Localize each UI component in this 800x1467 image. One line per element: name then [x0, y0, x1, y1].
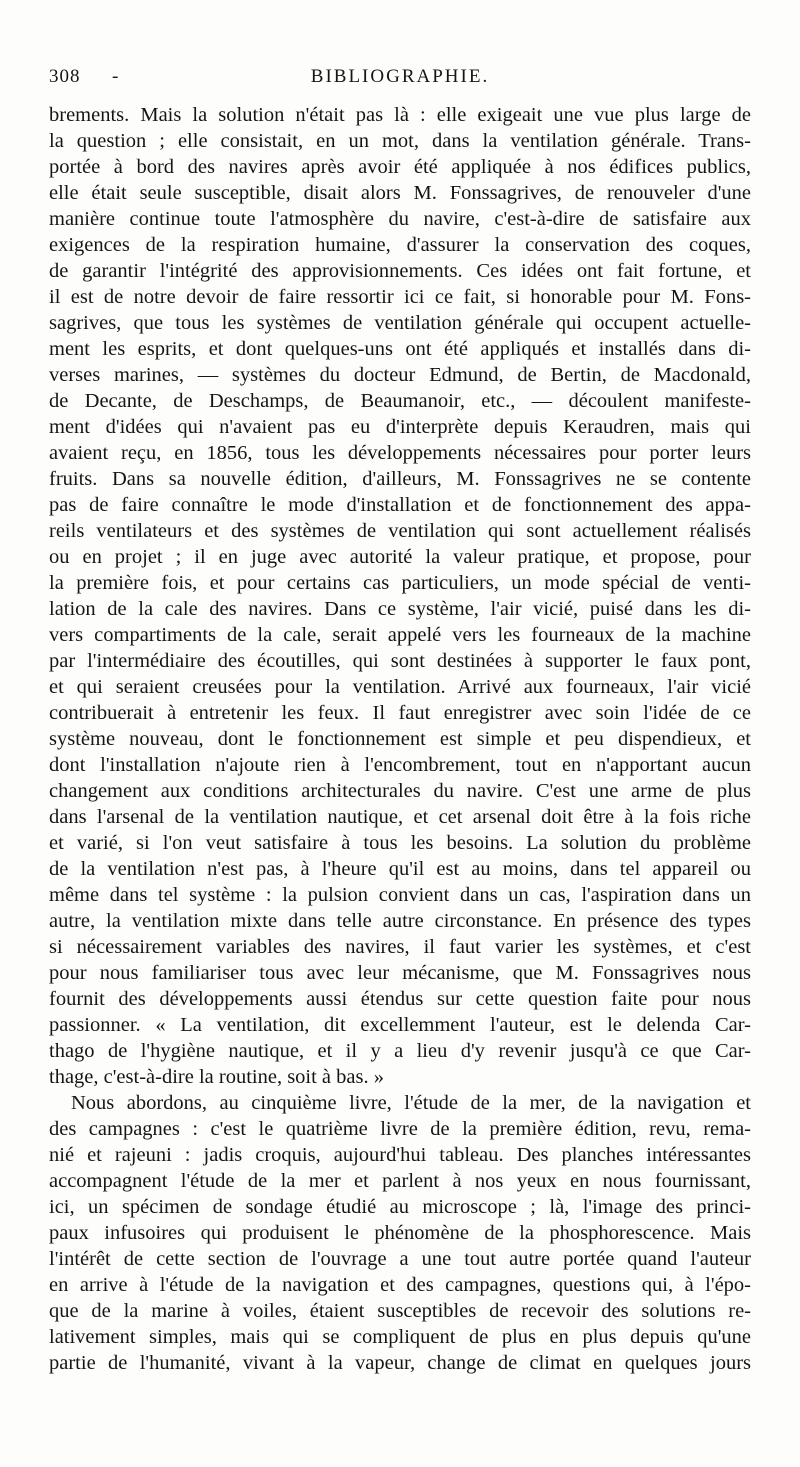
- text-line: exigences de la respiration humaine, d'assurer la conservation des coques,: [49, 234, 751, 256]
- text-line: même dans tel système : la pulsion convient dans un cas, l'aspiration dans un: [49, 884, 751, 906]
- page-number: 308: [49, 66, 81, 87]
- paragraph-ventilation: [49, 102, 751, 1090]
- text-line: lation de la cale des navires. Dans ce système, l'air vicié, puisé dans les di-: [49, 598, 751, 620]
- text-line: thage, c'est-à-dire la routine, soit à bas. »: [49, 1066, 384, 1088]
- text-line: partie de l'humanité, vivant à la vapeur, change de climat en quelques jours: [49, 1352, 751, 1374]
- text-line: passionner. « La ventilation, dit excellemment l'auteur, est le delenda Car-: [49, 1014, 751, 1036]
- text-line: par l'intermédiaire des écoutilles, qui sont destinées à supporter le faux pont,: [49, 650, 751, 672]
- text-line: brements. Mais la solution n'était pas là : elle exigeait une vue plus large de: [49, 104, 751, 126]
- text-line: de garantir l'intégrité des approvisionnements. Ces idées ont fait fortune, et: [49, 260, 751, 282]
- text-line: il est de notre devoir de faire ressortir ici ce fait, si honorable pour M. Fons-: [49, 286, 751, 308]
- text-line: l'intérêt de cette section de l'ouvrage a une tout autre portée quand l'auteur: [49, 1248, 751, 1270]
- text-line: pour nous familiariser tous avec leur mécanisme, que M. Fonssagrives nous: [49, 962, 751, 984]
- text-line: de la ventilation n'est pas, à l'heure qu'il est au moins, dans tel appareil ou: [49, 858, 751, 880]
- text-line: nié et rajeuni : jadis croquis, aujourd'hui tableau. Des planches intéressantes: [49, 1144, 751, 1166]
- text-line: la question ; elle consistait, en un mot, dans la ventilation générale. Trans-: [49, 130, 751, 152]
- text-line: reils ventilateurs et des systèmes de ventilation qui sont actuellement réalisés: [49, 520, 751, 542]
- running-head: BIBLIOGRAPHIE.: [310, 66, 490, 87]
- text-line: contribuerait à entretenir les feux. Il faut enregistrer avec soin l'idée de ce: [49, 702, 751, 724]
- text-line: thago de l'hygiène nautique, et il y a lieu d'y revenir jusqu'à ce que Car-: [49, 1040, 751, 1062]
- text-line: sagrives, que tous les systèmes de ventilation générale qui occupent actuelle-: [49, 312, 751, 334]
- text-line: fruits. Dans sa nouvelle édition, d'ailleurs, M. Fonssagrives ne se contente: [49, 468, 751, 490]
- text-line: ment les esprits, et dont quelques-uns ont été appliqués et installés dans di-: [49, 338, 751, 360]
- body-text: [49, 102, 751, 1376]
- text-line: dont l'installation n'ajoute rien à l'encombrement, tout en n'apportant aucun: [49, 754, 751, 776]
- text-line: manière continue toute l'atmosphère du navire, c'est-à-dire de satisfaire aux: [49, 208, 751, 230]
- text-line: lativement simples, mais qui se compliquent de plus en plus depuis qu'une: [49, 1326, 751, 1348]
- text-line: dans l'arsenal de la ventilation nautique, et cet arsenal doit être à la fois riche: [49, 806, 751, 828]
- text-line: si nécessairement variables des navires, il faut varier les systèmes, et c'est: [49, 936, 751, 958]
- text-line: avaient reçu, en 1856, tous les développements nécessaires pour porter leurs: [49, 442, 751, 464]
- text-line: pas de faire connaître le mode d'installation et de fonctionnement des appa-: [49, 494, 751, 516]
- text-line: ici, un spécimen de sondage étudié au microscope ; là, l'image des princi-: [49, 1196, 751, 1218]
- text-line: elle était seule susceptible, disait alors M. Fonssagrives, de renouveler d'une: [49, 182, 751, 204]
- text-line: système nouveau, dont le fonctionnement est simple et peu dispendieux, et: [49, 728, 751, 750]
- text-line: accompagnent l'étude de la mer et parlent à nos yeux en nous fournissant,: [49, 1170, 751, 1192]
- page-header: [49, 66, 751, 96]
- text-line: en arrive à l'étude de la navigation et des campagnes, questions qui, à l'épo-: [49, 1274, 751, 1296]
- text-line: ou en projet ; il en juge avec autorité la valeur pratique, et propose, pour: [49, 546, 751, 568]
- text-line: autre, la ventilation mixte dans telle autre circonstance. En présence des types: [49, 910, 751, 932]
- text-line: Nous abordons, au cinquième livre, l'étude de la mer, de la navigation et: [71, 1092, 751, 1114]
- text-line: portée à bord des navires après avoir été appliquée à nos édifices publics,: [49, 156, 751, 178]
- text-line: ment d'idées qui n'avaient pas eu d'interprète depuis Keraudren, mais qui: [49, 416, 751, 438]
- text-line: et varié, si l'on veut satisfaire à tous les besoins. La solution du problème: [49, 832, 751, 854]
- text-line: la première fois, et pour certains cas particuliers, un mode spécial de venti-: [49, 572, 751, 594]
- text-line: de Decante, de Deschamps, de Beaumanoir, etc., — découlent manifeste-: [49, 390, 751, 412]
- text-line: et qui seraient creusées pour la ventilation. Arrivé aux fourneaux, l'air vicié: [49, 676, 751, 698]
- text-line: que de la marine à voiles, étaient susceptibles de recevoir des solutions re-: [49, 1300, 751, 1322]
- text-line: vers compartiments de la cale, serait appelé vers les fourneaux de la machine: [49, 624, 751, 646]
- text-line: fournit des développements aussi étendus sur cette question faite pour nous: [49, 988, 751, 1010]
- header-separator: -: [112, 66, 120, 87]
- text-line: changement aux conditions architecturales du navire. C'est une arme de plus: [49, 780, 751, 802]
- text-line: verses marines, — systèmes du docteur Edmund, de Bertin, de Macdonald,: [49, 364, 751, 386]
- text-line: paux infusoires qui produisent le phénomène de la phosphorescence. Mais: [49, 1222, 751, 1244]
- text-line: des campagnes : c'est le quatrième livre de la première édition, revu, rema-: [49, 1118, 751, 1140]
- paragraph-cinquieme-livre: [49, 1090, 751, 1376]
